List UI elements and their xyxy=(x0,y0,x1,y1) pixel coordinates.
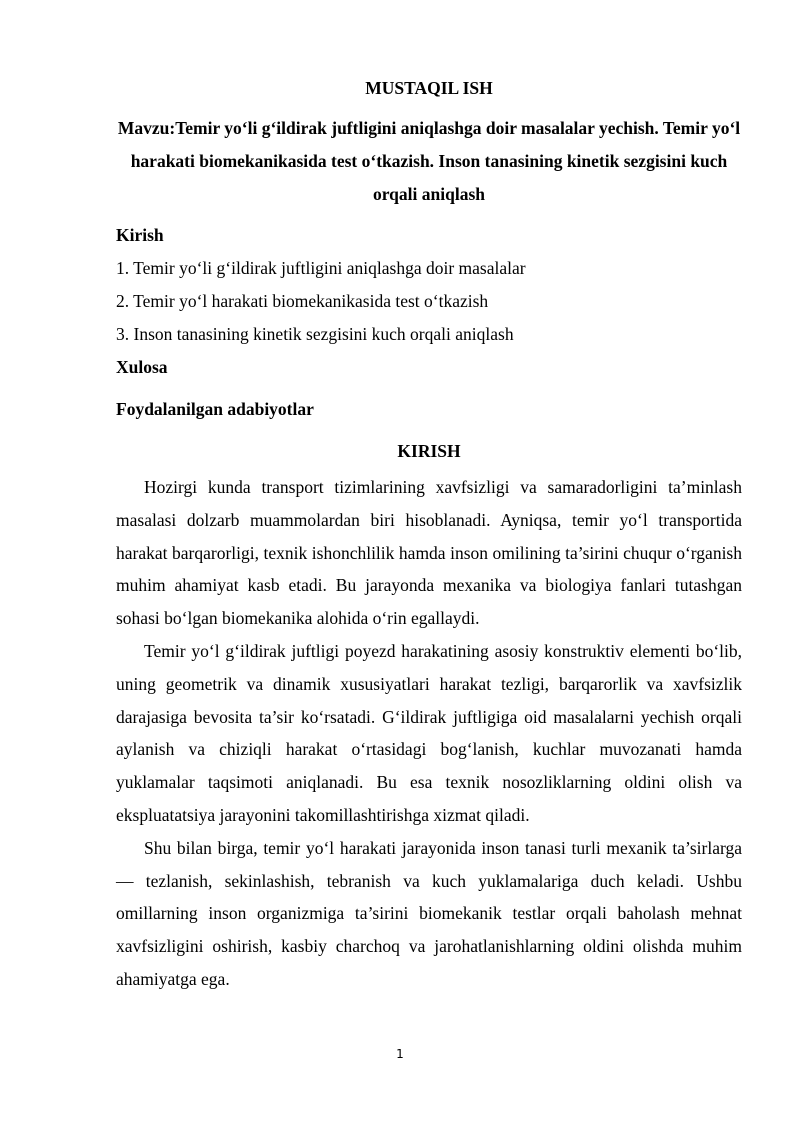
body-paragraph: Temir yo‘l g‘ildirak juftligi poyezd harakatining asosiy konstruktiv elementi bo‘lib, uning geometrik va dinamik xususiyatlari harakat tezligi, barqarorlik va xavfsizlik darajasiga bevosita ta’sir ko‘rsatadi. G‘ildirak juftligiga oid masalalarni yechish orqali aylanish va chiziqli harakat o‘rtasidagi bog‘lanish, kuchlar muvozanati hamda yuklamalar taqsimoti aniqlanadi. Bu esa texnik nosozliklarning oldini olish va ekspluatatsiya jarayonini takomillashtirishga xizmat qiladi. xyxy=(116,640,742,825)
body-paragraph: Hozirgi kunda transport tizimlarining xavfsizligi va samaradorligini ta’minlash masalasi dolzarb muammolardan biri hisoblanadi. Ayniqsa, temir yo‘l transportida harakat barqarorligi, texnik ishonchlilik hamda inson omilining ta’sirini chuqur o‘rganish muhim ahamiyat kasb etadi. Bu jarayonda mexanika va biologiya fanlari tutashgan sohasi bo‘lgan biomekanika alohida o‘rin egallaydi. xyxy=(116,477,742,629)
toc-references: Foydalanilgan adabiyotlar xyxy=(116,399,314,419)
document-title: MUSTAQIL ISH xyxy=(365,78,493,98)
toc-conclusion: Xulosa xyxy=(116,357,168,377)
toc-item: 2. Temir yo‘l harakati biomekanikasida test o‘tkazish xyxy=(116,291,489,311)
toc-item: 3. Inson tanasining kinetik sezgisini kuch orqali aniqlash xyxy=(116,324,514,344)
body-paragraph: Shu bilan birga, temir yo‘l harakati jarayonida inson tanasi turli mexanik ta’sirlarga — tezlanish, sekinlashish, tebranish va kuch yuklamalariga duch keladi. Ushbu omillarning inson organizmiga ta’sirini biomekanik testlar orqali baholash mehnat xavfsizligini oshirish, kasbiy charchoq va jarohatlanishlarning oldini olishda muhim ahamiyatga ega. xyxy=(116,837,742,989)
page-content xyxy=(116,76,742,996)
section-body xyxy=(116,471,742,996)
section-title: KIRISH xyxy=(397,441,461,461)
table-of-contents xyxy=(116,223,742,421)
page-number: 1 xyxy=(396,1047,404,1061)
toc-intro: Kirish xyxy=(116,225,164,245)
topic-heading: Mavzu:Temir yo‘li g‘ildirak juftligini aniqlashga doir masalalar yechish. Temir yo‘l harakati biomekanikasida test o‘tkazish. Inson tanasining kinetik sezgisini kuch orqali aniqlash xyxy=(117,118,741,204)
toc-item: 1. Temir yo‘li g‘ildirak juftligini aniqlashga doir masalalar xyxy=(116,258,526,278)
